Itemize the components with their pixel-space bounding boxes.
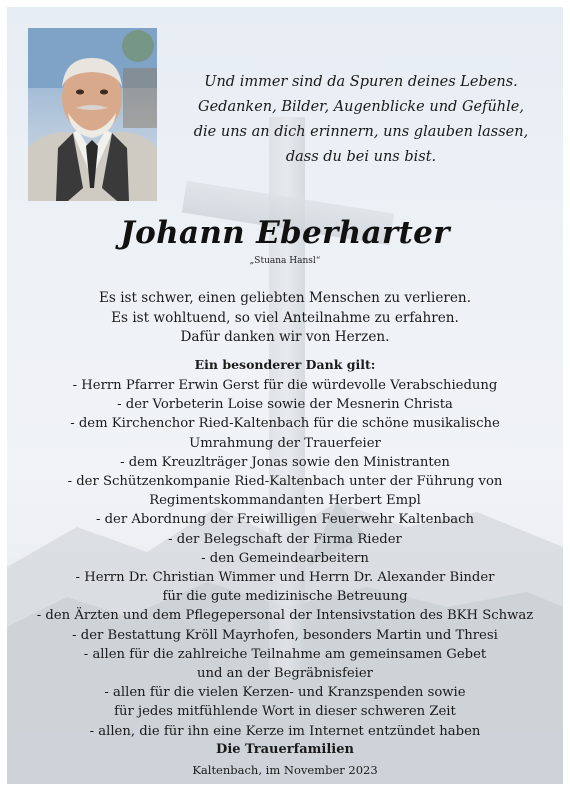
deceased-nickname: „Stuana Hansl“ <box>249 256 321 266</box>
intro-text <box>0 289 570 348</box>
thanks-line: Regimentskommandanten Herbert Empl <box>149 493 421 509</box>
thanks-heading: Ein besonderer Dank gilt: <box>194 357 376 372</box>
place-date: Kaltenbach, im November 2023 <box>192 763 378 777</box>
verse-line: Und immer sind da Spuren deines Lebens. <box>204 74 518 90</box>
thanks-line: - allen für die zahlreiche Teilnahme am gemeinsamen Gebet <box>83 646 487 662</box>
intro-line: Dafür danken wir von Herzen. <box>180 329 390 345</box>
thanks-line: - den Gemeindearbeitern <box>201 550 369 566</box>
thanks-line: - Herrn Pfarrer Erwin Gerst für die würdevolle Verabschiedung <box>72 378 498 393</box>
verse-line: Gedanken, Bilder, Augenblicke und Gefühle, <box>198 99 524 115</box>
thanks-line: - der Abordnung der Freiwilligen Feuerwehr Kaltenbach <box>95 512 475 528</box>
thanks-line: für die gute medizinische Betreuung <box>162 589 408 605</box>
thanks-line: Umrahmung der Trauerfeier <box>189 435 381 451</box>
thanks-line: und an der Begräbnisfeier <box>197 666 373 682</box>
thanks-line: - der Belegschaft der Firma Rieder <box>168 531 402 547</box>
thanks-line: für jedes mitfühlende Wort in dieser schweren Zeit <box>114 704 456 720</box>
thanks-line: - allen, die für ihn eine Kerze im Internet entzündet haben <box>89 723 481 739</box>
intro-line: Es ist schwer, einen geliebten Menschen zu verlieren. <box>98 290 472 306</box>
signature-families: Die Trauerfamilien <box>216 742 354 757</box>
thanks-line: - der Bestattung Kröll Mayrhofen, besonders Martin und Thresi <box>72 627 498 643</box>
thanks-line: - Herrn Dr. Christian Wimmer und Herrn Dr. Alexander Binder <box>75 570 495 586</box>
thanks-line: - dem Kreuzlträger Jonas sowie den Ministranten <box>120 454 450 470</box>
memorial-verse <box>176 70 546 170</box>
thanks-list <box>0 376 570 741</box>
deceased-name: Johann Eberharter <box>120 215 450 251</box>
verse-line: dass du bei uns bist. <box>285 149 437 165</box>
thanks-line: - den Ärzten und dem Pflegepersonal der Intensivstation des BKH Schwaz <box>36 608 534 624</box>
thanks-line: - dem Kirchenchor Ried-Kaltenbach für die schöne musikalische <box>70 416 500 432</box>
thanks-line: - allen für die vielen Kerzen- und Kranzspenden sowie <box>104 685 466 701</box>
thanks-line: - der Vorbeterin Loise sowie der Mesnerin Christa <box>117 397 453 413</box>
portrait-photo <box>28 28 157 201</box>
verse-line: die uns an dich erinnern, uns glauben lassen, <box>193 124 529 140</box>
thanks-line: - der Schützenkompanie Ried-Kaltenbach unter der Führung von <box>67 474 503 490</box>
intro-line: Es ist wohltuend, so viel Anteilnahme zu erfahren. <box>111 309 459 326</box>
